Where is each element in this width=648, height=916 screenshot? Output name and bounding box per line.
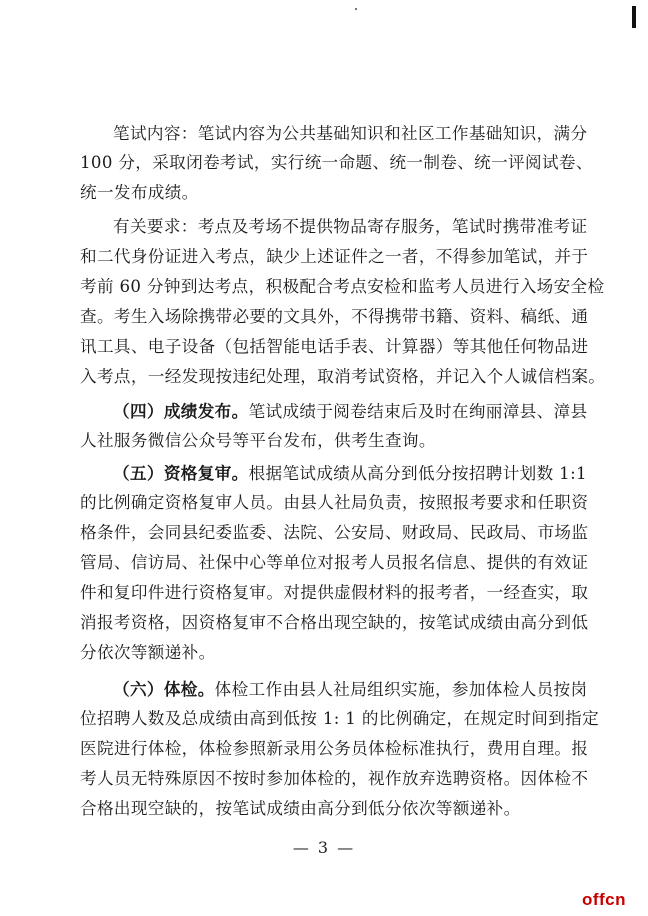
line-text: 和二代身份证进入考点，缺少上述证件之一者，不得参加笔试，并于 [80, 247, 589, 266]
text-line [80, 734, 589, 764]
line-text: 的比例确定资格复审人员。由县人社局负责，按照报考要求和任职资 [80, 493, 589, 512]
line-text: 统一发布成绩。 [80, 183, 199, 202]
paragraph-medical-exam [80, 674, 600, 824]
line-text: 考人员无特殊原因不按时参加体检的，视作放弃选聘资格。因体检不 [80, 769, 589, 788]
line-text: 消报考资格，因资格复审不合格出现空缺的，按笔试成绩由高分到低 [80, 613, 589, 632]
line-text: 位招聘人数及总成绩由高到低按 1: 1 的比例确定，在规定时间到指定 [80, 709, 600, 728]
line-text: 分依次等额递补。 [80, 643, 216, 662]
line-text: 医院进行体检，体检参照新录用公务员体检标准执行，费用自理。报 [80, 739, 589, 758]
line-text: 笔试内容：笔试内容为公共基础知识和社区工作基础知识，满分 [113, 124, 588, 143]
text-line [80, 178, 576, 208]
offcn-watermark: offcn [581, 890, 626, 909]
text-line [80, 548, 589, 578]
scan-speck [355, 8, 357, 10]
text-line [80, 764, 589, 794]
text-line [80, 488, 589, 518]
section-heading: （六）体检。 [113, 679, 215, 699]
paragraph-score-release [80, 396, 588, 456]
line-text: 格条件，会同县纪委监委、法院、公安局、财政局、民政局、市场监 [80, 523, 589, 542]
line-text: 查。考生入场除携带必要的文具外，不得携带书籍、资料、稿纸、通 [80, 307, 589, 326]
corner-mark [632, 6, 636, 28]
paragraph-exam-content [80, 118, 593, 208]
line-text: 100 分，采取闭卷考试，实行统一命题、统一制卷、统一评阅试卷、 [80, 153, 593, 172]
text-line [80, 704, 600, 734]
text-line [80, 608, 589, 638]
paragraph-qualification-review [80, 458, 589, 668]
line-text: 件和复印件进行资格复审。对提供虚假材料的报考者，一经查实，取 [80, 583, 589, 602]
text-line [80, 212, 588, 242]
section-heading: （四）成绩发布。 [113, 401, 249, 421]
line-text: 人社服务微信公众号等平台发布，供考生查询。 [80, 431, 436, 450]
text-line [80, 518, 589, 548]
line-text: 合格出现空缺的，按笔试成绩由高分到低分依次等额递补。 [80, 799, 521, 818]
text-line [80, 148, 593, 178]
text-line [80, 674, 588, 704]
text-line [80, 272, 605, 302]
line-text: 考前 60 分钟到达考点，积极配合考点安检和监考人员进行入场安全检 [80, 277, 605, 296]
text-line [80, 794, 576, 824]
text-line [80, 302, 589, 332]
text-line [80, 332, 589, 362]
paragraph-requirements [80, 212, 606, 392]
text-line [80, 242, 589, 272]
line-text: 讯工具、电子设备（包括智能电话手表、计算器）等其他任何物品进 [80, 337, 589, 356]
text-line [80, 578, 589, 608]
text-line [80, 362, 606, 392]
line-text: 笔试成绩于阅卷结束后及时在绚丽漳县、漳县 [248, 402, 588, 421]
text-line [80, 638, 576, 668]
line-text: 有关要求：考点及考场不提供物品寄存服务，笔试时携带准考证 [113, 217, 588, 236]
page-number: — 3 — [292, 838, 356, 857]
line-text: 根据笔试成绩从高分到低分按招聘计划数 1:1 [248, 464, 587, 483]
text-line [80, 426, 576, 456]
text-line [80, 458, 587, 488]
line-text: 入考点，一经发现按违纪处理，取消考试资格，并记入个人诚信档案。 [80, 367, 606, 386]
text-line [80, 396, 588, 426]
text-line [80, 118, 588, 148]
line-text: 体检工作由县人社局组织实施，参加体检人员按岗 [214, 680, 588, 699]
line-text: 管局、信访局、社保中心等单位对报考人员报名信息、提供的有效证 [80, 553, 589, 572]
section-heading: （五）资格复审。 [113, 463, 249, 483]
